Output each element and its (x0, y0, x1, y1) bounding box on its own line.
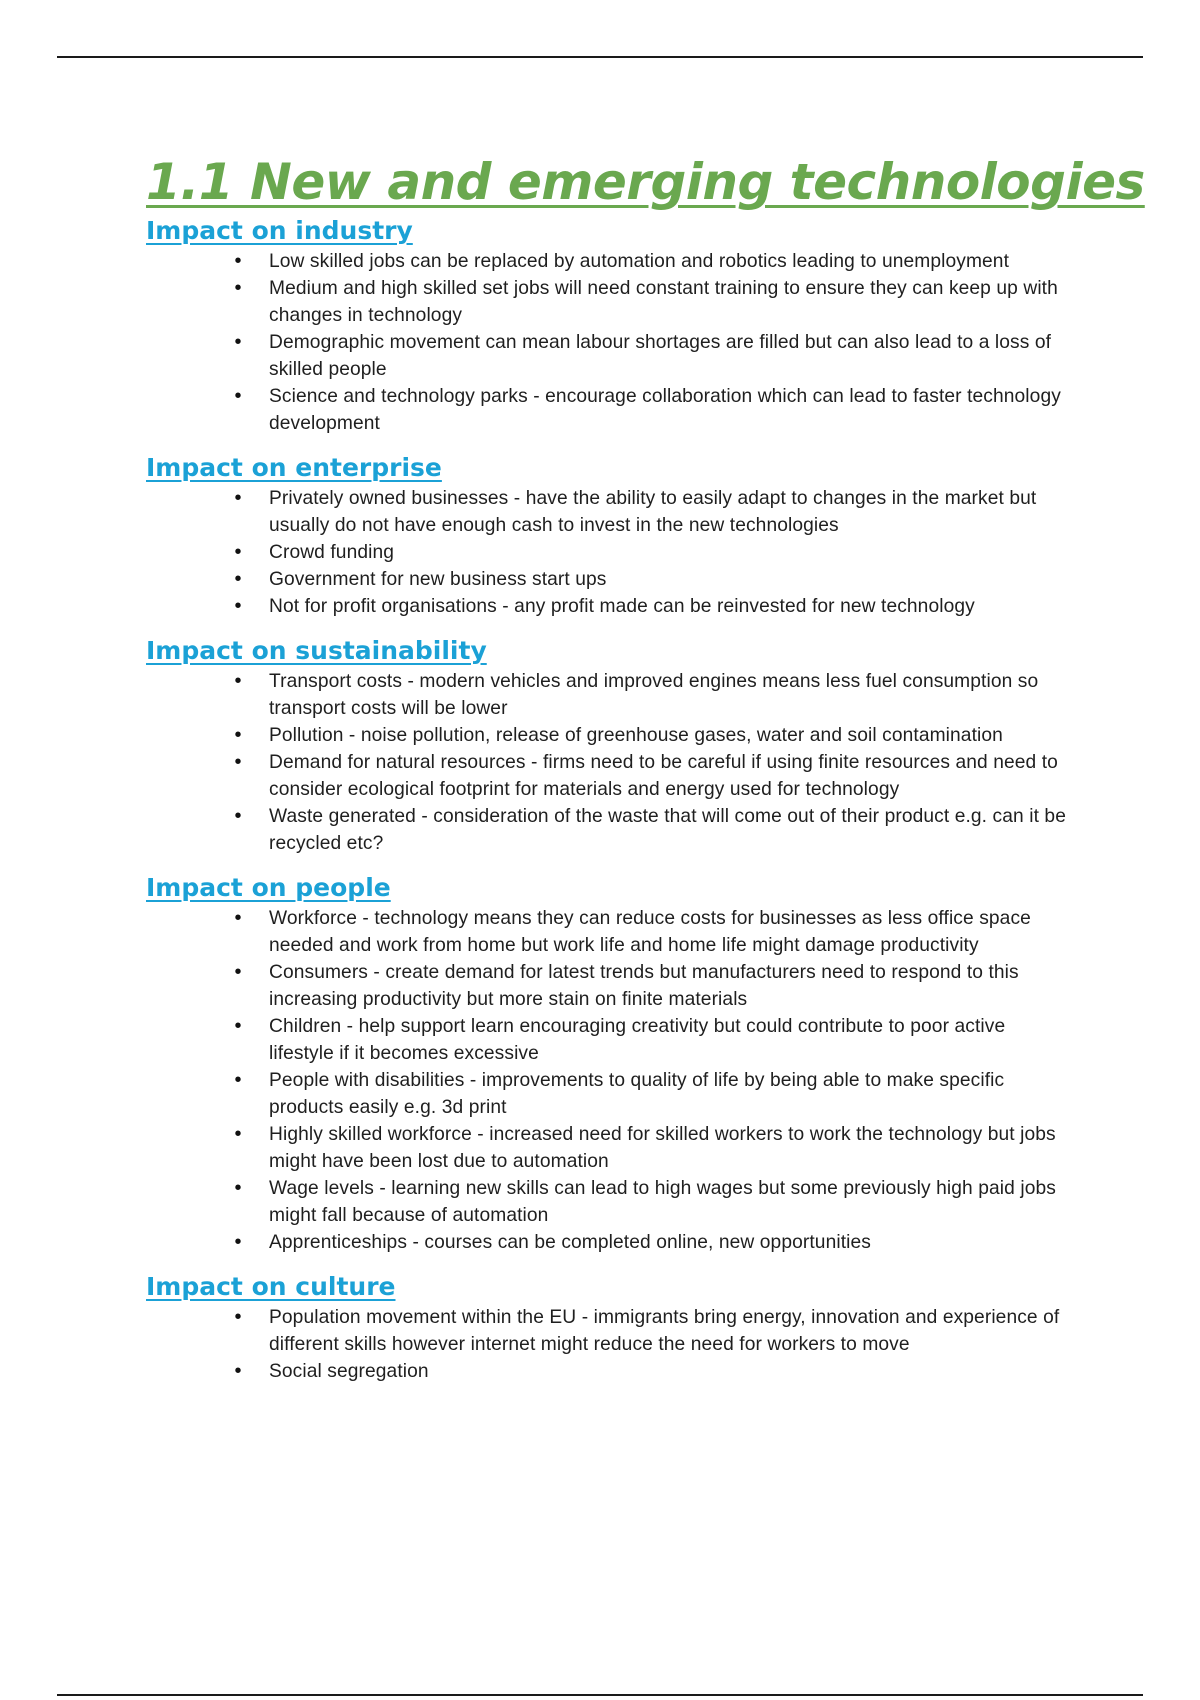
section-heading: Impact on industry (146, 216, 413, 245)
list-item (228, 485, 1066, 539)
list-item-text: Children - help support learn encouraging creativity but could contribute to poor active lifestyle if it becomes excessive (269, 1016, 1006, 1064)
list-item-text: Pollution - noise pollution, release of greenhouse gases, water and soil contamination (269, 725, 1003, 746)
bullet-icon: • (234, 1069, 242, 1091)
list-item (228, 248, 1066, 275)
list-item (228, 668, 1066, 722)
bullet-icon: • (234, 568, 242, 590)
bullet-icon: • (234, 961, 242, 983)
list-item (228, 749, 1066, 803)
bullet-icon: • (234, 1123, 242, 1145)
bullet-icon: • (234, 1231, 242, 1253)
bullet-icon: • (234, 805, 242, 827)
bullet-icon: • (234, 250, 242, 272)
section-people (146, 871, 1066, 1256)
bullet-icon: • (234, 1177, 242, 1199)
list-item (228, 593, 1066, 620)
list-item (228, 1358, 1066, 1385)
bullet-icon: • (234, 1015, 242, 1037)
section-heading: Impact on people (146, 873, 391, 902)
bullet-list (146, 248, 1066, 437)
list-item-text: Transport costs - modern vehicles and improved engines means less fuel consumption so transport costs will be lower (269, 671, 1039, 719)
list-item (228, 1304, 1066, 1358)
section-heading: Impact on enterprise (146, 453, 442, 482)
list-item (228, 329, 1066, 383)
list-item-text: Medium and high skilled set jobs will need constant training to ensure they can keep up with changes in technology (269, 278, 1058, 326)
list-item-text: Wage levels - learning new skills can lead to high wages but some previously high paid jobs might fall because of automation (269, 1178, 1056, 1226)
bullet-icon: • (234, 385, 242, 407)
section-enterprise (146, 451, 1066, 620)
bullet-icon: • (234, 907, 242, 929)
bottom-rule (57, 1694, 1143, 1696)
list-item (228, 1067, 1066, 1121)
list-item-text: Workforce - technology means they can reduce costs for businesses as less office space needed and work from home but work life and home life might damage productivity (269, 908, 1031, 956)
section-heading: Impact on sustainability (146, 636, 487, 665)
document-body (146, 150, 1145, 1385)
section-culture (146, 1270, 1066, 1385)
bullet-icon: • (234, 1306, 242, 1328)
list-item-text: Government for new business start ups (269, 569, 607, 590)
list-item (228, 566, 1066, 593)
list-item (228, 275, 1066, 329)
bullet-list (146, 485, 1066, 620)
bullet-icon: • (234, 1360, 242, 1382)
section-heading: Impact on culture (146, 1272, 396, 1301)
list-item-text: Crowd funding (269, 542, 395, 563)
list-item-text: Consumers - create demand for latest trends but manufacturers need to respond to this increasing productivity but more stain on finite materials (269, 962, 1019, 1010)
bullet-list (146, 668, 1066, 857)
list-item-text: Privately owned businesses - have the ability to easily adapt to changes in the market but usually do not have enough cash to invest in the new technologies (269, 488, 1037, 536)
list-item-text: People with disabilities - improvements to quality of life by being able to make specific products easily e.g. 3d print (269, 1070, 1005, 1118)
list-item-text: Apprenticeships - courses can be completed online, new opportunities (269, 1232, 871, 1253)
list-item (228, 1013, 1066, 1067)
bullet-list (146, 1304, 1066, 1385)
list-item (228, 539, 1066, 566)
bullet-icon: • (234, 277, 242, 299)
list-item (228, 722, 1066, 749)
section-sustainability (146, 634, 1066, 857)
bullet-icon: • (234, 724, 242, 746)
section-industry (146, 214, 1066, 437)
list-item-text: Social segregation (269, 1361, 429, 1382)
bullet-icon: • (234, 670, 242, 692)
bullet-icon: • (234, 541, 242, 563)
list-item-text: Waste generated - consideration of the waste that will come out of their product e.g. can it be recycled etc? (269, 806, 1066, 854)
list-item-text: Highly skilled workforce - increased need for skilled workers to work the technology but jobs might have been lost due to automation (269, 1124, 1056, 1172)
list-item (228, 383, 1066, 437)
bullet-icon: • (234, 751, 242, 773)
page-title: 1.1 New and emerging technologies (146, 153, 1145, 211)
bullet-icon: • (234, 487, 242, 509)
list-item-text: Population movement within the EU - immigrants bring energy, innovation and experience of different skills however internet might reduce the need for workers to move (269, 1307, 1060, 1355)
list-item-text: Demographic movement can mean labour shortages are filled but can also lead to a loss of skilled people (269, 332, 1052, 380)
list-item-text: Demand for natural resources - firms need to be careful if using finite resources and need to consider ecological footprint for materials and energy used for technology (269, 752, 1058, 800)
list-item-text: Not for profit organisations - any profit made can be reinvested for new technology (269, 596, 975, 617)
list-item-text: Science and technology parks - encourage collaboration which can lead to faster technology development (269, 386, 1061, 434)
list-item (228, 803, 1066, 857)
bullet-list (146, 905, 1066, 1256)
bullet-icon: • (234, 331, 242, 353)
list-item (228, 905, 1066, 959)
list-item (228, 1121, 1066, 1175)
list-item (228, 1229, 1066, 1256)
list-item (228, 959, 1066, 1013)
list-item-text: Low skilled jobs can be replaced by automation and robotics leading to unemployment (269, 251, 1010, 272)
list-item (228, 1175, 1066, 1229)
top-rule (57, 56, 1143, 58)
bullet-icon: • (234, 595, 242, 617)
